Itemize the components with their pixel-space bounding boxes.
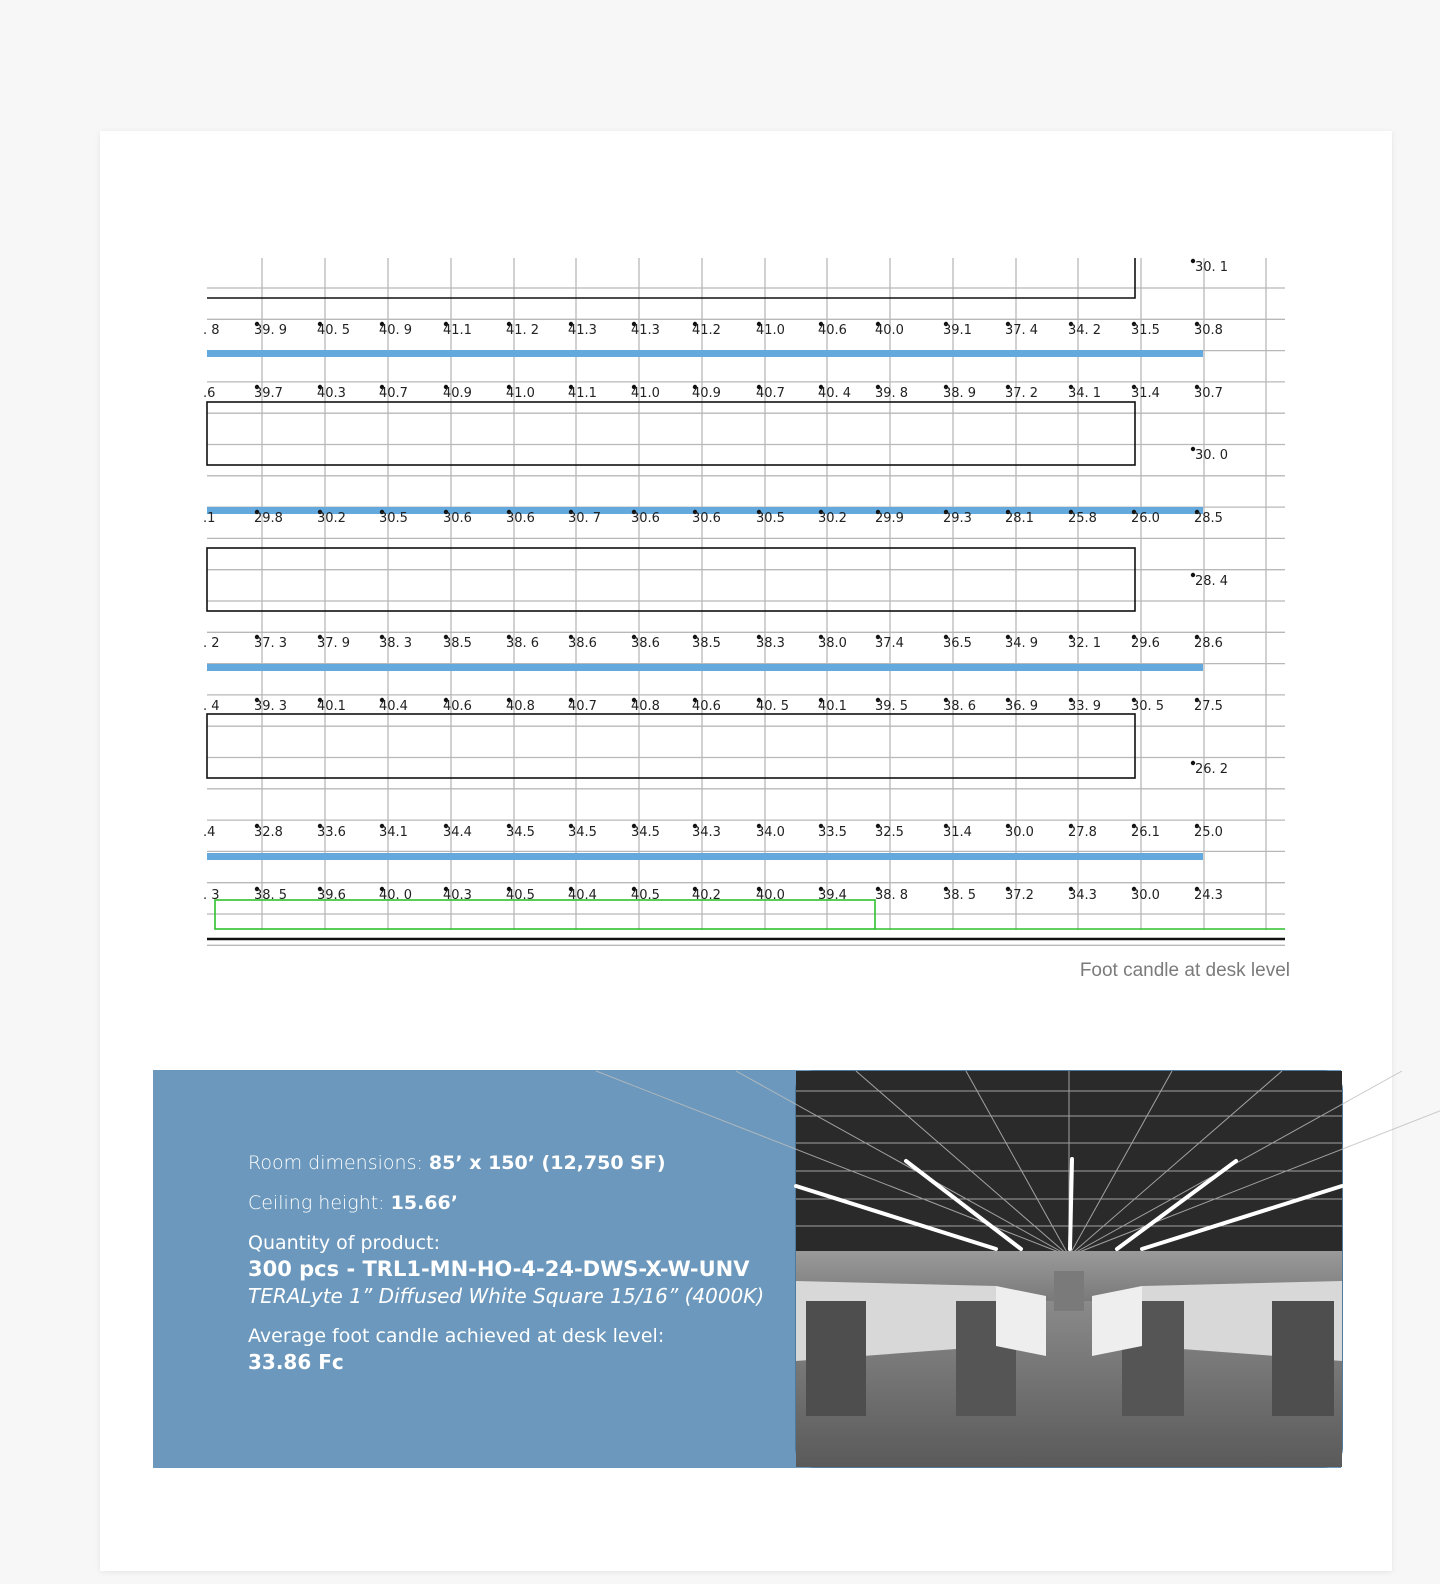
measurement-value: 40.7 xyxy=(756,386,785,401)
room-dimensions xyxy=(248,1150,808,1176)
average-fc-label: Average foot candle achieved at desk level: xyxy=(248,1325,665,1347)
measurement-value: 34. 2 xyxy=(1068,323,1102,338)
measurement-value: 30.6 xyxy=(631,511,660,526)
measurement-value: 30.6 xyxy=(443,511,472,526)
foot-candle-grid xyxy=(203,258,1285,942)
project-info xyxy=(248,1150,808,1375)
measurement-value: 30.5 xyxy=(379,511,408,526)
measurement-value: 34.4 xyxy=(443,825,472,840)
measurement-value: 29.9 xyxy=(875,511,904,526)
measurement-value: 38. 5 xyxy=(943,888,977,903)
measurement-value: 40.5 xyxy=(506,888,535,903)
measurement-value: 40. 5 xyxy=(756,699,790,714)
measurement-value: 28.1 xyxy=(1005,511,1034,526)
measurement-value: 31.5 xyxy=(1131,323,1160,338)
measurement-value: 39. 8 xyxy=(875,386,909,401)
measurement-value: 25.0 xyxy=(1194,825,1223,840)
measurement-value: 34.5 xyxy=(568,825,597,840)
measurement-value: 38. 6 xyxy=(943,699,977,714)
measurement-value: 34.5 xyxy=(506,825,535,840)
office-render-image xyxy=(796,1071,1342,1467)
measurement-value: 34.0 xyxy=(756,825,785,840)
measurement-value: 40.4 xyxy=(568,888,597,903)
measurement-value: 41.1 xyxy=(568,386,597,401)
desk-outline xyxy=(207,258,1135,298)
measurement-value: 24.3 xyxy=(1194,888,1223,903)
measurement-value: 41. 2 xyxy=(506,323,540,338)
measurement-value: 38. 5 xyxy=(254,888,288,903)
measurement-value: 40. 0 xyxy=(379,888,413,903)
measurement-value: 38. 9 xyxy=(943,386,977,401)
measurement-value: 40.8 xyxy=(631,699,660,714)
measurement-value: 30.5 xyxy=(756,511,785,526)
measurement-value: 30.2 xyxy=(818,511,847,526)
measurement-value: 33.6 xyxy=(317,825,346,840)
info-panel xyxy=(153,1070,1341,1468)
measurement-value: 40.7 xyxy=(379,386,408,401)
desk-outline xyxy=(207,714,1135,778)
measurement-value: 29.6 xyxy=(1131,636,1160,651)
measurement-value: 30.6 xyxy=(692,511,721,526)
measurement-value: 37. 9 xyxy=(317,636,351,651)
measurement-value: 40. 5 xyxy=(317,323,351,338)
measurement-value: 33. 9 xyxy=(1068,699,1102,714)
quantity-label: Quantity of product: xyxy=(248,1232,440,1254)
measurement-value: . 2 xyxy=(203,636,220,651)
average-fc-value: 33.86 Fc xyxy=(248,1350,344,1374)
measurement-value: 41.0 xyxy=(506,386,535,401)
office-rendering xyxy=(795,1070,1343,1468)
measurement-value: 28. 4 xyxy=(1195,574,1229,589)
measurement-value: 40.0 xyxy=(756,888,785,903)
measurement-value: 39. 9 xyxy=(254,323,288,338)
measurement-value: 40.5 xyxy=(631,888,660,903)
measurement-value: 34.5 xyxy=(631,825,660,840)
measurement-value: 38. 8 xyxy=(875,888,909,903)
measurement-value: 40.9 xyxy=(692,386,721,401)
measurement-value: 38.6 xyxy=(568,636,597,651)
measurement-value: 30.0 xyxy=(1131,888,1160,903)
measurement-value: .4 xyxy=(203,825,216,840)
ceiling-height-label: Ceiling height: xyxy=(248,1192,391,1214)
measurement-value: 40.7 xyxy=(568,699,597,714)
quantity-value: 300 pcs - TRL1-MN-HO-4-24-DWS-X-W-UNV xyxy=(248,1257,750,1281)
measurement-value: 30. 7 xyxy=(568,511,602,526)
measurement-value: 26.0 xyxy=(1131,511,1160,526)
measurement-value: 39.7 xyxy=(254,386,283,401)
measurement-value: 39. 3 xyxy=(254,699,288,714)
measurement-value: 28.6 xyxy=(1194,636,1223,651)
fixture-row xyxy=(207,350,1203,357)
measurement-value: 33.5 xyxy=(818,825,847,840)
measurement-value: 27.5 xyxy=(1194,699,1223,714)
measurement-value: 40.8 xyxy=(506,699,535,714)
measurement-value: 40.4 xyxy=(379,699,408,714)
measurement-value: 30. 5 xyxy=(1131,699,1165,714)
measurement-value: 38. 6 xyxy=(506,636,540,651)
measurement-value: 28.5 xyxy=(1194,511,1223,526)
measurement-value: 32.5 xyxy=(875,825,904,840)
measurement-value: .6 xyxy=(203,386,216,401)
measurement-value: 41.0 xyxy=(631,386,660,401)
measurement-value: 26.1 xyxy=(1131,825,1160,840)
measurement-value: 30.2 xyxy=(317,511,346,526)
measurement-value: 26. 2 xyxy=(1195,762,1229,777)
measurement-value: 40.9 xyxy=(443,386,472,401)
measurement-value: 39.1 xyxy=(943,323,972,338)
room-dimensions-label: Room dimensions: xyxy=(248,1152,429,1174)
measurement-value: 37. 3 xyxy=(254,636,288,651)
measurement-value: 30.8 xyxy=(1194,323,1223,338)
measurement-value: 30. 1 xyxy=(1195,260,1229,275)
measurement-value: 41.0 xyxy=(756,323,785,338)
measurement-value: 41.2 xyxy=(692,323,721,338)
desk-outline xyxy=(207,402,1135,465)
measurement-value: 38. 3 xyxy=(379,636,413,651)
measurement-value: 40.3 xyxy=(443,888,472,903)
measurement-value: 40.1 xyxy=(317,699,346,714)
measurement-value: 40.3 xyxy=(317,386,346,401)
plan-caption: Foot candle at desk level xyxy=(1079,960,1290,981)
measurement-value: 25.8 xyxy=(1068,511,1097,526)
measurement-value: 39.6 xyxy=(317,888,346,903)
measurement-value: 31.4 xyxy=(1131,386,1160,401)
measurement-value: 32.8 xyxy=(254,825,283,840)
measurement-value: 34.1 xyxy=(379,825,408,840)
measurement-value: 36.5 xyxy=(943,636,972,651)
measurement-value: 39. 5 xyxy=(875,699,909,714)
ceiling-height-value: 15.66’ xyxy=(390,1192,458,1214)
measurement-value: 34. 9 xyxy=(1005,636,1039,651)
measurement-value: 31.4 xyxy=(943,825,972,840)
measurement-value: 34.3 xyxy=(1068,888,1097,903)
measurement-value: . 4 xyxy=(203,699,220,714)
measurement-value: . 3 xyxy=(203,888,220,903)
fixture-row xyxy=(207,664,1203,671)
measurement-value: 34.3 xyxy=(692,825,721,840)
measurement-value: 40.6 xyxy=(818,323,847,338)
measurement-value: 40.0 xyxy=(875,323,904,338)
measurement-value: 40.1 xyxy=(818,699,847,714)
measurement-value: 40. 9 xyxy=(379,323,413,338)
measurement-value: 38.3 xyxy=(756,636,785,651)
measurement-value: 37.4 xyxy=(875,636,904,651)
measurement-value: 39.4 xyxy=(818,888,847,903)
measurement-value: 40. 4 xyxy=(818,386,852,401)
measurement-value: 41.3 xyxy=(568,323,597,338)
measurement-value: 41.1 xyxy=(443,323,472,338)
measurement-value: 41.3 xyxy=(631,323,660,338)
measurement-value: 40.6 xyxy=(692,699,721,714)
measurement-value: 34. 1 xyxy=(1068,386,1102,401)
measurement-value: 29.8 xyxy=(254,511,283,526)
measurement-value: 27.8 xyxy=(1068,825,1097,840)
measurement-value: 38.5 xyxy=(692,636,721,651)
measurement-value: 37. 4 xyxy=(1005,323,1039,338)
room-dimensions-value: 85’ x 150’ (12,750 SF) xyxy=(428,1152,666,1174)
measurement-value: 30. 0 xyxy=(1195,448,1229,463)
measurement-value: . 8 xyxy=(203,323,220,338)
lighting-plan xyxy=(203,258,1285,942)
measurement-value: 36. 9 xyxy=(1005,699,1039,714)
measurement-value: 32. 1 xyxy=(1068,636,1102,651)
fixture-row xyxy=(207,853,1203,860)
ceiling-height xyxy=(248,1190,808,1216)
measurement-value: 37.2 xyxy=(1005,888,1034,903)
measurement-value: 29.3 xyxy=(943,511,972,526)
measurement-value: 38.6 xyxy=(631,636,660,651)
measurement-value: 30.0 xyxy=(1005,825,1034,840)
measurement-value: 30.6 xyxy=(506,511,535,526)
product-description: TERALyte 1” Diffused White Square 15/16” (4000K) xyxy=(248,1284,765,1308)
measurement-value: 37. 2 xyxy=(1005,386,1039,401)
measurement-value: 38.0 xyxy=(818,636,847,651)
measurement-value: 40.2 xyxy=(692,888,721,903)
measurement-value: .1 xyxy=(203,511,216,526)
measurement-value: 40.6 xyxy=(443,699,472,714)
measurement-value: 30.7 xyxy=(1194,386,1223,401)
measurement-value: 38.5 xyxy=(443,636,472,651)
